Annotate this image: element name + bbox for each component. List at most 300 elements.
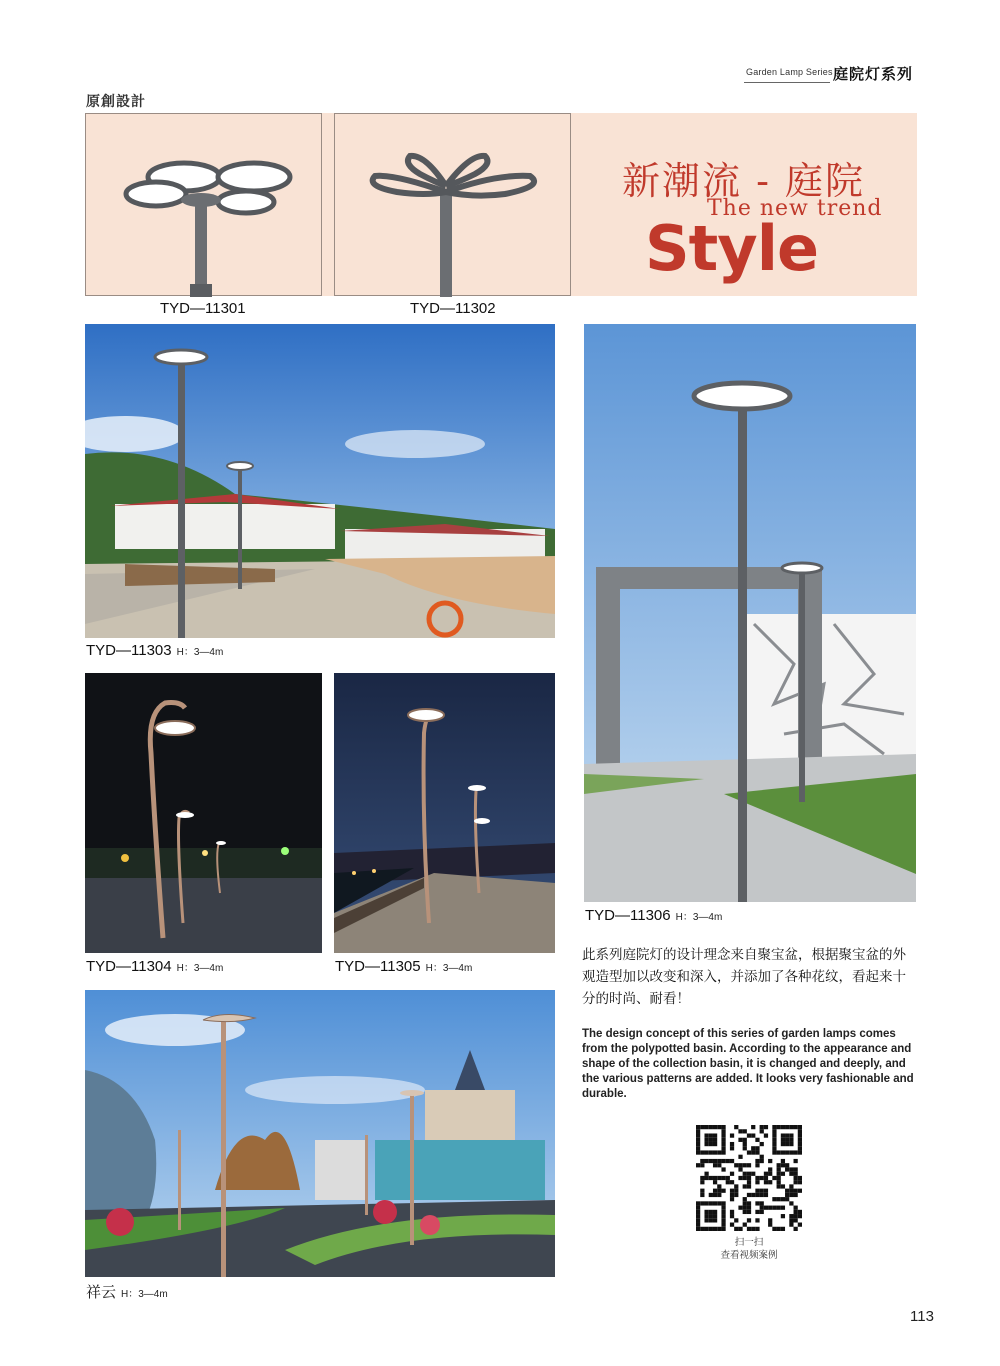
qr-module <box>696 1138 700 1142</box>
qr-module <box>760 1129 764 1133</box>
qr-module <box>709 1150 713 1154</box>
product-code: TYD—11303 <box>86 642 172 659</box>
qr-module <box>709 1125 713 1129</box>
qr-module <box>777 1150 781 1154</box>
qr-module <box>760 1210 764 1214</box>
qr-module <box>751 1146 755 1150</box>
product-label-11301 <box>160 300 246 317</box>
product-photo-11303 <box>85 324 555 638</box>
qr-module <box>764 1206 768 1210</box>
qr-module <box>696 1218 700 1222</box>
qr-module <box>743 1138 747 1142</box>
qr-module <box>789 1142 793 1146</box>
description-en: The design concept of this series of garden lamps comes from the polypotted basin. According to the appearance and shape of the collection basin, it is changed and deeply, and the various patterns are added. It looks very fashionable and durable. <box>582 1028 914 1100</box>
qr-module <box>777 1227 781 1231</box>
banner-title-zh: 新潮流 - 庭院 <box>622 159 865 203</box>
product-code: 祥云 <box>86 1284 117 1301</box>
qr-module <box>704 1227 708 1231</box>
qr-module <box>781 1133 785 1137</box>
banner-title-style: Style <box>645 212 819 285</box>
qr-module <box>789 1125 793 1129</box>
qr-module <box>789 1150 793 1154</box>
qr-module <box>730 1142 734 1146</box>
qr-module <box>743 1176 747 1180</box>
qr-module <box>743 1201 747 1205</box>
qr-module <box>747 1176 751 1180</box>
qr-module <box>751 1172 755 1176</box>
qr-module <box>751 1193 755 1197</box>
qr-module <box>794 1227 798 1231</box>
qr-module <box>696 1223 700 1227</box>
qr-module <box>760 1142 764 1146</box>
qr-module <box>738 1167 742 1171</box>
qr-module <box>717 1201 721 1205</box>
qr-module <box>789 1223 793 1227</box>
qr-module <box>730 1172 734 1176</box>
qr-module <box>700 1227 704 1231</box>
qr-module <box>764 1125 768 1129</box>
qr-module <box>777 1176 781 1180</box>
product-image-11302 <box>334 113 571 296</box>
qr-module <box>777 1180 781 1184</box>
qr-module <box>709 1201 713 1205</box>
qr-module <box>794 1193 798 1197</box>
qr-module <box>751 1133 755 1137</box>
qr-module <box>798 1142 802 1146</box>
qr-module <box>730 1133 734 1137</box>
qr-module <box>747 1184 751 1188</box>
qr-module <box>713 1193 717 1197</box>
qr-module <box>721 1125 725 1129</box>
qr-module <box>709 1159 713 1163</box>
qr-module <box>772 1142 776 1146</box>
qr-module <box>794 1218 798 1222</box>
qr-module <box>772 1227 776 1231</box>
qr-module <box>747 1218 751 1222</box>
product-height: H：3—4m <box>675 912 723 923</box>
qr-module <box>721 1176 725 1180</box>
qr-module <box>721 1133 725 1137</box>
qr-module <box>751 1150 755 1154</box>
qr-module <box>721 1210 725 1214</box>
qr-module <box>760 1125 764 1129</box>
qr-module <box>794 1214 798 1218</box>
banner-title-en: The new trend <box>707 196 883 221</box>
qr-module <box>747 1227 751 1231</box>
qr-module <box>747 1172 751 1176</box>
qr-module <box>700 1159 704 1163</box>
qr-module <box>730 1214 734 1218</box>
qr-module <box>700 1176 704 1180</box>
qr-module <box>798 1214 802 1218</box>
qr-module <box>760 1159 764 1163</box>
qr-module <box>713 1214 717 1218</box>
qr-module <box>743 1146 747 1150</box>
product-photo-xiangyun <box>85 990 555 1277</box>
qr-module <box>755 1176 759 1180</box>
product-code: TYD—11305 <box>335 958 421 975</box>
qr-module <box>709 1193 713 1197</box>
product-code: TYD—11304 <box>86 958 172 975</box>
qr-module <box>777 1184 781 1188</box>
qr-module <box>743 1172 747 1176</box>
qr-module <box>696 1142 700 1146</box>
qr-module <box>717 1184 721 1188</box>
product-image-11301 <box>85 113 322 296</box>
product-label-11305 <box>335 958 472 975</box>
qr-module <box>713 1125 717 1129</box>
qr-module <box>764 1189 768 1193</box>
qr-module <box>747 1210 751 1214</box>
qr-module <box>794 1150 798 1154</box>
product-photo-11306 <box>584 324 916 902</box>
qr-module <box>704 1133 708 1137</box>
qr-module <box>772 1206 776 1210</box>
qr-module <box>777 1167 781 1171</box>
qr-module <box>785 1197 789 1201</box>
product-height: H：3—4m <box>121 1289 168 1300</box>
qr-module <box>747 1206 751 1210</box>
qr-module <box>747 1133 751 1137</box>
qr-module <box>755 1138 759 1142</box>
qr-module <box>713 1218 717 1222</box>
qr-module <box>755 1201 759 1205</box>
qr-module <box>789 1138 793 1142</box>
qr-module <box>781 1184 785 1188</box>
product-photo-11305 <box>334 673 555 953</box>
qr-module <box>798 1150 802 1154</box>
qr-module <box>734 1193 738 1197</box>
qr-module <box>730 1223 734 1227</box>
qr-module <box>798 1129 802 1133</box>
qr-module <box>717 1125 721 1129</box>
qr-module <box>700 1189 704 1193</box>
qr-module <box>717 1189 721 1193</box>
qr-module <box>743 1197 747 1201</box>
qr-module <box>768 1223 772 1227</box>
qr-module <box>781 1138 785 1142</box>
qr-module <box>789 1184 793 1188</box>
product-height: H：3—4m <box>176 963 224 974</box>
qr-module <box>713 1159 717 1163</box>
qr-module <box>704 1142 708 1146</box>
qr-module <box>738 1206 742 1210</box>
qr-module <box>743 1210 747 1214</box>
qr-module <box>781 1172 785 1176</box>
qr-module <box>772 1129 776 1133</box>
qr-module <box>726 1176 730 1180</box>
qr-module <box>704 1150 708 1154</box>
qr-module <box>721 1201 725 1205</box>
qr-module <box>747 1193 751 1197</box>
qr-module <box>747 1150 751 1154</box>
qr-module <box>798 1189 802 1193</box>
qr-module <box>696 1133 700 1137</box>
qr-module <box>772 1133 776 1137</box>
qr-module <box>717 1159 721 1163</box>
qr-module <box>696 1163 700 1167</box>
page-number: 113 <box>910 1308 934 1325</box>
qr-module <box>772 1176 776 1180</box>
qr-module <box>755 1146 759 1150</box>
qr-module <box>696 1146 700 1150</box>
qr-module <box>696 1206 700 1210</box>
qr-module <box>713 1150 717 1154</box>
qr-module <box>700 1150 704 1154</box>
qr-module <box>704 1218 708 1222</box>
qr-module <box>777 1206 781 1210</box>
qr-module <box>743 1223 747 1227</box>
qr-code[interactable] <box>696 1125 802 1231</box>
qr-module <box>743 1129 747 1133</box>
qr-module <box>785 1125 789 1129</box>
qr-module <box>785 1142 789 1146</box>
qr-module <box>696 1210 700 1214</box>
qr-module <box>798 1133 802 1137</box>
qr-module <box>772 1150 776 1154</box>
qr-module <box>764 1180 768 1184</box>
qr-module <box>755 1193 759 1197</box>
qr-module <box>755 1227 759 1231</box>
qr-module <box>794 1172 798 1176</box>
qr-module <box>751 1125 755 1129</box>
qr-module <box>743 1142 747 1146</box>
qr-module <box>755 1150 759 1154</box>
qr-module <box>717 1163 721 1167</box>
qr-module <box>700 1125 704 1129</box>
qr-module <box>789 1167 793 1171</box>
qr-module <box>709 1227 713 1231</box>
qr-module <box>721 1150 725 1154</box>
qr-module <box>789 1133 793 1137</box>
qr-module <box>717 1227 721 1231</box>
qr-module <box>785 1193 789 1197</box>
qr-module <box>704 1125 708 1129</box>
qr-module <box>734 1227 738 1231</box>
qr-module <box>743 1206 747 1210</box>
qr-module <box>760 1201 764 1205</box>
qr-module <box>734 1189 738 1193</box>
product-label-11306 <box>585 907 722 924</box>
product-photo-11304 <box>85 673 322 953</box>
qr-module <box>704 1176 708 1180</box>
product-code: TYD—11306 <box>585 907 671 924</box>
qr-module <box>721 1146 725 1150</box>
qr-module <box>747 1180 751 1184</box>
qr-module <box>777 1172 781 1176</box>
qr-module <box>785 1138 789 1142</box>
product-height: H：3—4m <box>425 963 473 974</box>
qr-module <box>713 1176 717 1180</box>
qr-module <box>755 1163 759 1167</box>
qr-module <box>772 1138 776 1142</box>
qr-module <box>781 1214 785 1218</box>
qr-module <box>789 1172 793 1176</box>
qr-module <box>709 1218 713 1222</box>
qr-caption <box>696 1236 802 1262</box>
qr-module <box>777 1197 781 1201</box>
qr-module <box>772 1146 776 1150</box>
qr-module <box>721 1227 725 1231</box>
qr-module <box>785 1150 789 1154</box>
qr-module <box>704 1138 708 1142</box>
qr-module <box>760 1176 764 1180</box>
qr-module <box>709 1210 713 1214</box>
qr-module <box>764 1193 768 1197</box>
product-height: H：3—4m <box>176 647 224 658</box>
qr-module <box>730 1189 734 1193</box>
qr-module <box>700 1201 704 1205</box>
qr-module <box>794 1180 798 1184</box>
qr-module <box>730 1197 734 1201</box>
qr-module <box>721 1206 725 1210</box>
qr-module <box>781 1150 785 1154</box>
qr-module <box>696 1201 700 1205</box>
qr-module <box>713 1133 717 1137</box>
qr-module <box>755 1218 759 1222</box>
qr-module <box>704 1159 708 1163</box>
qr-module <box>768 1180 772 1184</box>
qr-module <box>713 1180 717 1184</box>
product-label-11303 <box>86 642 223 659</box>
header-divider <box>744 82 830 83</box>
qr-module <box>709 1142 713 1146</box>
qr-module <box>798 1180 802 1184</box>
qr-module <box>730 1180 734 1184</box>
qr-module <box>704 1210 708 1214</box>
qr-module <box>696 1150 700 1154</box>
qr-module <box>781 1227 785 1231</box>
qr-module <box>760 1193 764 1197</box>
qr-module <box>768 1167 772 1171</box>
qr-module <box>721 1159 725 1163</box>
qr-module <box>734 1163 738 1167</box>
qr-caption-line2: 查看视频案例 <box>720 1250 778 1261</box>
qr-module <box>709 1133 713 1137</box>
qr-module <box>721 1218 725 1222</box>
qr-module <box>738 1163 742 1167</box>
description-zh: 此系列庭院灯的设计理念来自聚宝盆，根据聚宝盆的外观造型加以改变和深入，并添加了各种花纹，看起来十分的时尚、耐看！ <box>582 947 906 1006</box>
qr-module <box>794 1206 798 1210</box>
qr-module <box>696 1125 700 1129</box>
qr-module <box>713 1142 717 1146</box>
qr-module <box>777 1163 781 1167</box>
qr-module <box>798 1223 802 1227</box>
qr-module <box>696 1129 700 1133</box>
qr-module <box>721 1142 725 1146</box>
qr-module <box>700 1193 704 1197</box>
qr-module <box>785 1189 789 1193</box>
qr-module <box>709 1138 713 1142</box>
qr-module <box>789 1201 793 1205</box>
qr-module <box>798 1210 802 1214</box>
qr-module <box>755 1189 759 1193</box>
qr-module <box>721 1214 725 1218</box>
qr-module <box>730 1159 734 1163</box>
product-code: TYD—11302 <box>410 300 496 317</box>
qr-module <box>760 1206 764 1210</box>
qr-module <box>785 1163 789 1167</box>
qr-module <box>781 1163 785 1167</box>
qr-module <box>738 1138 742 1142</box>
qr-module <box>713 1227 717 1231</box>
qr-module <box>721 1138 725 1142</box>
qr-module <box>709 1214 713 1218</box>
qr-module <box>794 1210 798 1214</box>
qr-module <box>760 1155 764 1159</box>
qr-module <box>696 1214 700 1218</box>
qr-module <box>738 1227 742 1231</box>
qr-module <box>781 1125 785 1129</box>
qr-module <box>798 1125 802 1129</box>
qr-module <box>730 1210 734 1214</box>
qr-module <box>747 1163 751 1167</box>
qr-module <box>768 1206 772 1210</box>
qr-module <box>794 1159 798 1163</box>
qr-module <box>730 1193 734 1197</box>
qr-module <box>721 1189 725 1193</box>
qr-module <box>713 1189 717 1193</box>
qr-module <box>743 1163 747 1167</box>
qr-module <box>768 1172 772 1176</box>
product-label-xiangyun <box>86 1281 168 1302</box>
qr-module <box>717 1176 721 1180</box>
qr-module <box>789 1189 793 1193</box>
qr-module <box>781 1159 785 1163</box>
qr-module <box>730 1146 734 1150</box>
qr-module <box>794 1176 798 1180</box>
qr-module <box>764 1133 768 1137</box>
qr-module <box>789 1193 793 1197</box>
qr-module <box>781 1206 785 1210</box>
qr-module <box>738 1129 742 1133</box>
qr-module <box>772 1125 776 1129</box>
original-design-tag: 原創設計 <box>86 94 146 110</box>
product-code: TYD—11301 <box>160 300 246 317</box>
qr-module <box>760 1189 764 1193</box>
qr-module <box>700 1163 704 1167</box>
qr-module <box>772 1197 776 1201</box>
qr-module <box>717 1150 721 1154</box>
product-label-11304 <box>86 958 223 975</box>
qr-module <box>755 1159 759 1163</box>
qr-module <box>709 1176 713 1180</box>
qr-module <box>781 1142 785 1146</box>
qr-module <box>764 1172 768 1176</box>
qr-caption-line1: 扫一扫 <box>734 1237 764 1248</box>
series-name-zh: 庭院灯系列 <box>833 66 914 83</box>
qr-module <box>726 1180 730 1184</box>
qr-module <box>726 1159 730 1163</box>
qr-module <box>798 1146 802 1150</box>
qr-module <box>721 1223 725 1227</box>
qr-module <box>794 1125 798 1129</box>
qr-module <box>755 1180 759 1184</box>
qr-module <box>777 1125 781 1129</box>
qr-module <box>768 1218 772 1222</box>
qr-module <box>734 1184 738 1188</box>
qr-module <box>785 1133 789 1137</box>
qr-module <box>798 1176 802 1180</box>
qr-module <box>794 1167 798 1171</box>
qr-module <box>798 1138 802 1142</box>
qr-module <box>764 1176 768 1180</box>
qr-module <box>743 1184 747 1188</box>
qr-module <box>721 1167 725 1171</box>
qr-module <box>713 1138 717 1142</box>
qr-module <box>713 1201 717 1205</box>
qr-module <box>794 1189 798 1193</box>
